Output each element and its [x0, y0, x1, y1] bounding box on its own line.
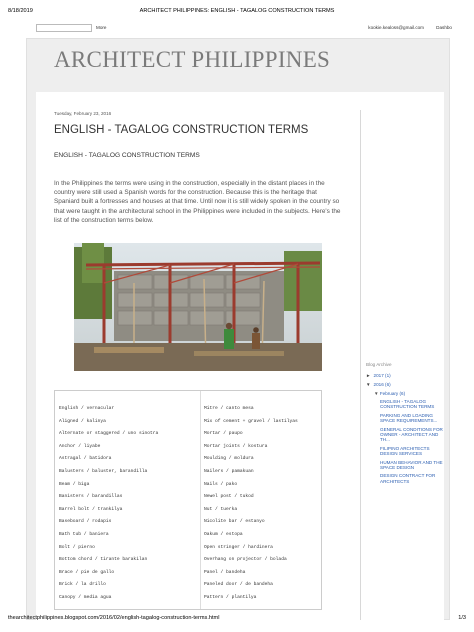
- print-title: ARCHITECT PHILIPPINES: ENGLISH - TAGALOG CONSTRUCTION TERMS: [139, 8, 335, 14]
- archive-post-link[interactable]: DESIGN CONTRACT FOR ARCHITECTS: [380, 473, 436, 484]
- archive-post-link[interactable]: PARKING AND LOADING SPACE REQUIREMENTS...: [380, 412, 438, 424]
- term-item: Bottom chord / tirante barakilan: [59, 557, 148, 563]
- construction-photo-graphic: [74, 243, 322, 371]
- term-item: Newel post / tukod: [204, 494, 254, 500]
- more-link[interactable]: More: [96, 25, 107, 30]
- term-item: Mortar / paupo: [204, 431, 243, 437]
- triangle-down-icon[interactable]: ▼: [366, 382, 371, 387]
- terms-right-column: [204, 403, 298, 605]
- archive-heading: Blog Archive: [366, 362, 392, 367]
- archive-post-list: [380, 399, 446, 484]
- term-item: Banisters / barandillas: [59, 494, 123, 500]
- term-item: Barrel bolt / trankilya: [59, 506, 123, 512]
- archive-post-link[interactable]: FILIPINO ARCHITECTS DESIGN SERVICES: [380, 445, 430, 457]
- print-footer: [8, 615, 466, 625]
- term-item: Brick / la drillo: [59, 582, 106, 588]
- archive-post-link[interactable]: ENGLISH - TAGALOG CONSTRUCTION TERMS: [380, 399, 435, 410]
- term-item: Beam / biga: [59, 481, 90, 487]
- terms-column-divider: [200, 391, 201, 609]
- term-item: Baseboard / rodapis: [59, 519, 112, 525]
- term-item: Oakum / estopa: [204, 531, 243, 537]
- terms-table: [54, 390, 322, 610]
- construction-photo[interactable]: [74, 243, 322, 371]
- term-item: Balusters / baluster, barandilla: [59, 468, 148, 474]
- term-item: English / vernacular: [59, 406, 115, 411]
- term-item: Nails / pako: [204, 481, 238, 487]
- term-item: Canopy / media agua: [59, 594, 112, 600]
- post-subtitle: ENGLISH - TAGALOG CONSTRUCTION TERMS: [54, 152, 200, 159]
- term-item: Anchor / liyabe: [59, 443, 101, 449]
- term-item: Bath tub / baniera: [59, 531, 109, 537]
- triangle-right-icon[interactable]: ►: [366, 373, 371, 378]
- term-item: Open stringer / hardinera: [204, 544, 273, 550]
- term-item: Nailers / pamakuan: [204, 468, 254, 474]
- archive-year-2017-link[interactable]: 2017 (1): [373, 373, 391, 378]
- term-item: Mortar joints / kostura: [204, 443, 268, 449]
- print-date: 8/18/2019: [8, 8, 33, 14]
- blogger-navbar: [36, 23, 452, 35]
- archive-month-february[interactable]: [374, 391, 446, 396]
- term-item: Moulding / moldura: [204, 456, 254, 462]
- sidebar-divider: [360, 110, 361, 620]
- page-number: 1/3: [458, 615, 466, 621]
- archive-year-2016-link[interactable]: 2016 (6): [373, 382, 391, 387]
- term-item: Aligned / kalinya: [59, 418, 106, 424]
- term-item: Brace / pie de gallo: [59, 569, 115, 575]
- term-item: Mix of cement + gravel / lastilyas: [204, 418, 298, 424]
- term-item: Nut / tuerka: [204, 506, 238, 512]
- blog-title[interactable]: ARCHITECT PHILIPPINES: [54, 47, 331, 72]
- search-input[interactable]: [36, 24, 92, 32]
- archive-post-link[interactable]: GENERAL CONDITIONS FOR OWNER - ARCHITECT AND TH...: [380, 426, 443, 443]
- term-item: Bolt / pierno: [59, 544, 95, 550]
- term-item: Alternate or staggered / uno sinotra: [59, 431, 159, 437]
- term-item: Astragal / batidora: [59, 456, 112, 462]
- term-item: Overhang on projector / bolada: [204, 557, 287, 563]
- archive-year-2017[interactable]: [366, 373, 446, 378]
- term-item: Panel / bandeha: [204, 569, 246, 575]
- post-date: Tuesday, February 23, 2016: [54, 111, 112, 116]
- archive-post-link[interactable]: HUMAN BEHAVIOR AND THE SPACE DESIGN: [380, 459, 443, 471]
- triangle-down-icon[interactable]: ▼: [374, 391, 379, 396]
- terms-left-column: [59, 403, 158, 605]
- term-item: Pattern / plantilya: [204, 594, 257, 600]
- post-title[interactable]: ENGLISH - TAGALOG CONSTRUCTION TERMS: [54, 124, 309, 136]
- user-email[interactable]: kookie.kealoss@gmail.com: [368, 25, 424, 30]
- blog-archive: [366, 362, 446, 487]
- term-item: Paneled door / de bandeha: [204, 582, 273, 588]
- archive-month-link[interactable]: February (6): [379, 391, 406, 396]
- term-item: Mitre / canto mesa: [204, 406, 254, 411]
- print-header: [8, 8, 466, 18]
- post-body: In the Philippines the terms were using in the construction, especially in the distant places in the country were still used a Spanish words for the construction. Because this is the heritage that Spaniard built a fortresses and houses at that time. Until now it is still widely spoken in the country so that were taught in the architectural school in the Philippines were included in the subjects. Here's the list of the construction terms below.: [54, 180, 341, 224]
- archive-year-2016[interactable]: [366, 382, 446, 387]
- term-item: Nicolite bar / estanyo: [204, 519, 265, 525]
- page-url: thearchitectphilippines.blogspot.com/2016/02/english-tagalog-construction-terms.html: [8, 615, 220, 621]
- dashboard-link[interactable]: Dashbo: [436, 25, 452, 30]
